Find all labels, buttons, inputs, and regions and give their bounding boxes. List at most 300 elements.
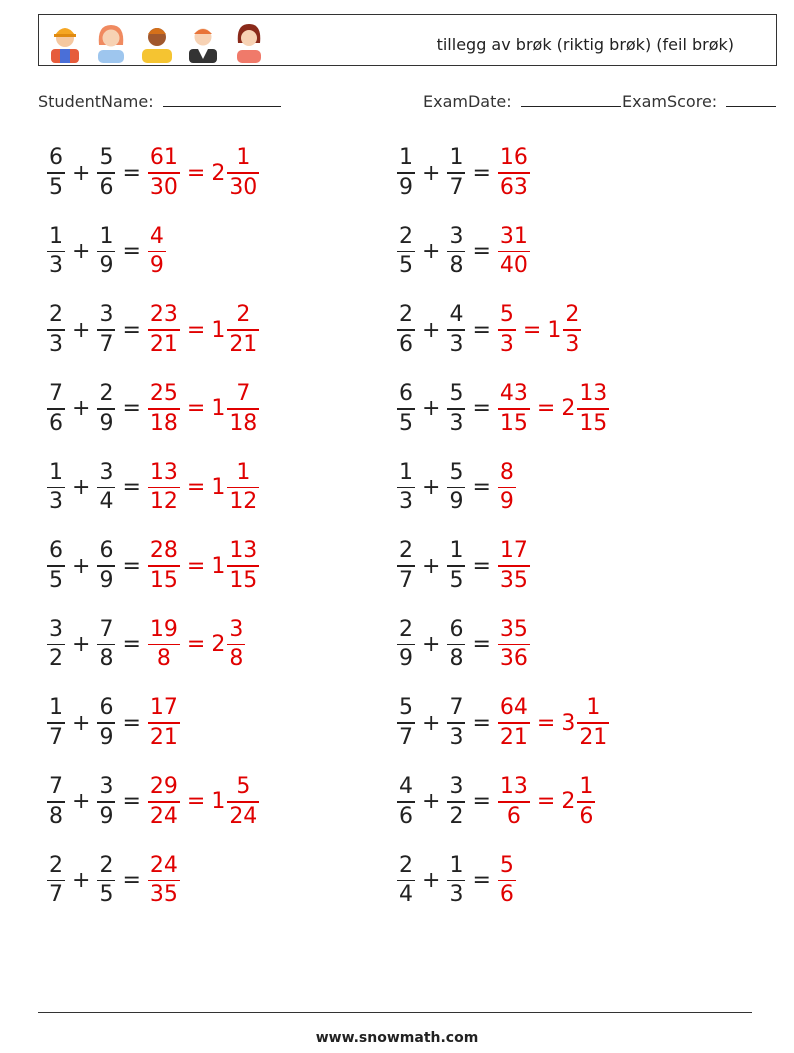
answer	[147, 852, 181, 908]
problem-row	[396, 142, 531, 204]
addend-fraction	[97, 776, 115, 828]
addend-fraction	[47, 383, 65, 435]
addend-fraction	[397, 616, 415, 672]
addend-fraction-denominator: 8	[449, 646, 464, 672]
result-fraction-numerator: 29	[149, 774, 178, 800]
addend-fraction-denominator: 4	[399, 882, 413, 908]
mixed-fraction	[227, 776, 259, 828]
header-box	[38, 14, 777, 66]
result-fraction-numerator: 13	[499, 774, 528, 800]
mixed-fraction	[227, 459, 259, 515]
result-fraction	[148, 147, 180, 199]
addend-fraction-denominator: 3	[49, 331, 63, 357]
mixed-denominator: 3	[565, 331, 580, 357]
equals-sign: =	[122, 160, 141, 186]
plus-sign: +	[72, 160, 91, 186]
addend-fraction	[97, 304, 115, 356]
mixed-whole: 3	[561, 710, 576, 736]
addend-fraction-denominator: 5	[49, 567, 63, 593]
addend-fraction-denominator: 2	[49, 646, 63, 672]
addend-fraction-numerator: 7	[49, 774, 63, 800]
result-fraction-numerator: 35	[499, 616, 528, 642]
result-fraction-numerator: 17	[149, 695, 178, 721]
plus-sign: +	[422, 396, 441, 422]
addend-fraction	[47, 616, 65, 672]
equals-sign: =	[122, 789, 141, 815]
addend-fraction-denominator: 3	[449, 882, 464, 908]
student-name-label: StudentName:	[38, 92, 154, 111]
addend-fraction-denominator: 8	[449, 253, 464, 279]
equals-sign: =	[536, 789, 556, 815]
mixed-numerator: 1	[236, 459, 251, 485]
equals-sign: =	[186, 160, 206, 186]
result-fraction-denominator: 35	[149, 882, 178, 908]
addend-fraction-numerator: 3	[99, 302, 114, 328]
mixed-denominator: 15	[229, 567, 258, 593]
problem-row	[46, 614, 246, 676]
addend-fraction-denominator: 3	[49, 253, 63, 279]
addend-fraction	[447, 852, 465, 908]
result-fraction-denominator: 24	[149, 803, 178, 829]
result-fraction-denominator: 3	[499, 331, 514, 357]
mixed-numerator: 2	[236, 302, 251, 328]
exam-score-blank[interactable]	[726, 92, 776, 107]
footer-site: www.snowmath.com	[315, 1030, 479, 1046]
result-fraction	[148, 383, 180, 435]
mixed-fraction	[227, 304, 259, 356]
addend-fraction-denominator: 7	[49, 724, 63, 750]
equals-sign: =	[472, 632, 491, 658]
result-fraction-numerator: 4	[149, 223, 164, 249]
mixed-whole: 1	[211, 789, 226, 815]
worker-avatar-icon	[45, 19, 85, 63]
answer	[147, 616, 246, 672]
addend-fraction	[97, 540, 115, 592]
mixed-whole: 1	[211, 396, 226, 422]
problem-row	[396, 692, 610, 754]
mixed-fraction	[227, 540, 259, 592]
addend-fraction-numerator: 6	[449, 616, 464, 642]
equals-sign: =	[122, 317, 141, 343]
result-fraction-denominator: 21	[149, 331, 178, 357]
addend-fraction-numerator: 2	[399, 538, 413, 564]
result-fraction-numerator: 8	[499, 459, 514, 485]
result-fraction	[498, 616, 530, 672]
mixed-whole: 1	[547, 317, 562, 343]
mixed-whole: 1	[211, 317, 226, 343]
plus-sign: +	[422, 317, 441, 343]
problem-row	[46, 692, 181, 754]
addend-fraction	[447, 776, 465, 828]
mixed-denominator: 18	[229, 410, 258, 436]
result-fraction	[498, 304, 516, 356]
equals-sign: =	[122, 867, 141, 893]
addend-fraction-denominator: 5	[99, 882, 114, 908]
addend-fraction-denominator: 9	[99, 410, 114, 436]
mixed-whole: 2	[561, 396, 576, 422]
addend-fraction-numerator: 3	[449, 223, 464, 249]
exam-date-label: ExamDate:	[423, 92, 512, 111]
addend-fraction-denominator: 9	[399, 646, 413, 672]
addend-fraction-denominator: 6	[399, 803, 413, 829]
addend-fraction-numerator: 6	[99, 538, 114, 564]
mixed-whole: 1	[211, 474, 226, 500]
addend-fraction	[47, 540, 65, 592]
result-fraction	[498, 540, 530, 592]
equals-sign: =	[122, 474, 141, 500]
addend-fraction-numerator: 5	[449, 381, 464, 407]
mixed-numerator: 3	[229, 616, 244, 642]
problem-row	[396, 849, 517, 911]
mixed-denominator: 21	[579, 724, 608, 750]
mixed-fraction	[227, 383, 259, 435]
addend-fraction	[447, 459, 465, 515]
addend-fraction	[397, 540, 415, 592]
result-fraction-denominator: 21	[149, 724, 178, 750]
addend-fraction-denominator: 9	[99, 253, 114, 279]
mixed-numerator: 2	[565, 302, 580, 328]
result-fraction	[498, 383, 530, 435]
plus-sign: +	[422, 474, 441, 500]
result-fraction-numerator: 24	[149, 852, 178, 878]
equals-sign: =	[472, 710, 491, 736]
equals-sign: =	[186, 553, 206, 579]
answer	[147, 383, 260, 435]
addend-fraction-numerator: 3	[99, 459, 114, 485]
problem-row	[396, 378, 610, 440]
addend-fraction-denominator: 9	[99, 567, 114, 593]
equals-sign: =	[472, 396, 491, 422]
problem-row	[46, 142, 260, 204]
result-fraction	[498, 459, 516, 515]
mixed-numerator: 1	[586, 695, 601, 721]
addend-fraction-numerator: 3	[49, 616, 63, 642]
equals-sign: =	[536, 396, 556, 422]
result-fraction-denominator: 6	[499, 882, 514, 908]
addend-fraction	[47, 223, 65, 279]
answer	[497, 776, 596, 828]
waiter-avatar-icon	[183, 19, 223, 63]
addend-fraction-numerator: 1	[49, 223, 63, 249]
result-fraction	[148, 304, 180, 356]
addend-fraction	[97, 459, 115, 515]
result-fraction	[498, 697, 530, 749]
equals-sign: =	[472, 474, 491, 500]
addend-fraction	[47, 852, 65, 908]
equals-sign: =	[472, 160, 491, 186]
result-fraction	[498, 776, 530, 828]
mixed-denominator: 6	[579, 803, 594, 829]
result-fraction-numerator: 64	[499, 695, 528, 721]
mixed-fraction	[577, 383, 609, 435]
addend-fraction-numerator: 5	[399, 695, 413, 721]
plus-sign: +	[422, 867, 441, 893]
result-fraction-denominator: 40	[499, 253, 528, 279]
exam-date-field	[423, 92, 621, 111]
answer	[147, 147, 260, 199]
result-fraction-denominator: 8	[156, 646, 171, 672]
problem-row	[46, 221, 167, 283]
result-fraction	[498, 147, 530, 199]
mixed-denominator: 12	[229, 489, 258, 515]
addend-fraction-denominator: 3	[449, 410, 464, 436]
result-fraction-numerator: 17	[499, 538, 528, 564]
addend-fraction-numerator: 2	[399, 616, 413, 642]
result-fraction-denominator: 15	[499, 410, 528, 436]
result-fraction-denominator: 6	[506, 803, 521, 829]
problem-row	[46, 378, 260, 440]
mixed-whole: 2	[211, 160, 226, 186]
mixed-numerator: 1	[579, 774, 594, 800]
answer	[147, 697, 181, 749]
answer	[497, 697, 610, 749]
plus-sign: +	[72, 867, 91, 893]
problem-row	[46, 771, 260, 833]
result-fraction-denominator: 15	[149, 567, 178, 593]
answer	[497, 616, 531, 672]
addend-fraction	[47, 697, 65, 749]
addend-fraction	[397, 697, 415, 749]
addend-fraction-numerator: 1	[99, 223, 114, 249]
addend-fraction-denominator: 8	[99, 646, 114, 672]
addend-fraction	[97, 697, 115, 749]
addend-fraction	[397, 459, 415, 515]
addend-fraction-numerator: 4	[399, 774, 413, 800]
plus-sign: +	[422, 632, 441, 658]
mixed-numerator: 1	[236, 145, 251, 171]
addend-fraction-denominator: 6	[49, 410, 63, 436]
equals-sign: =	[186, 632, 206, 658]
problem-row	[46, 299, 260, 361]
problem-row	[396, 221, 531, 283]
equals-sign: =	[122, 553, 141, 579]
problem-row	[396, 299, 582, 361]
addend-fraction	[97, 852, 115, 908]
result-fraction-denominator: 36	[499, 646, 528, 672]
addend-fraction-numerator: 2	[399, 302, 413, 328]
exam-date-blank[interactable]	[521, 92, 621, 107]
addend-fraction	[97, 147, 115, 199]
addend-fraction-numerator: 7	[449, 695, 464, 721]
addend-fraction-denominator: 7	[449, 174, 464, 200]
equals-sign: =	[472, 239, 491, 265]
addend-fraction-numerator: 1	[449, 538, 464, 564]
equals-sign: =	[536, 710, 556, 736]
addend-fraction-denominator: 3	[449, 724, 464, 750]
problem-row	[396, 535, 531, 597]
plus-sign: +	[72, 710, 91, 736]
addend-fraction-denominator: 6	[399, 331, 413, 357]
answer	[497, 383, 610, 435]
result-fraction-denominator: 30	[149, 174, 178, 200]
addend-fraction-numerator: 1	[449, 145, 464, 171]
addend-fraction-numerator: 1	[49, 695, 63, 721]
addend-fraction-denominator: 9	[399, 174, 413, 200]
mixed-numerator: 5	[236, 774, 251, 800]
equals-sign: =	[472, 317, 491, 343]
man-avatar-icon	[137, 19, 177, 63]
result-fraction	[148, 697, 180, 749]
result-fraction-numerator: 61	[149, 145, 178, 171]
addend-fraction-numerator: 3	[99, 774, 114, 800]
mixed-denominator: 15	[579, 410, 608, 436]
mixed-denominator: 30	[229, 174, 258, 200]
addend-fraction-numerator: 5	[99, 145, 114, 171]
addend-fraction-numerator: 4	[449, 302, 464, 328]
addend-fraction	[397, 383, 415, 435]
addend-fraction	[397, 147, 415, 199]
result-fraction	[498, 852, 516, 908]
problem-row	[46, 849, 181, 911]
plus-sign: +	[72, 553, 91, 579]
mixed-denominator: 8	[229, 646, 244, 672]
mixed-numerator: 13	[229, 538, 258, 564]
addend-fraction-numerator: 7	[49, 381, 63, 407]
footer-divider	[38, 1012, 752, 1013]
result-fraction	[148, 852, 180, 908]
addend-fraction-denominator: 5	[399, 410, 413, 436]
addend-fraction	[447, 540, 465, 592]
addend-fraction-denominator: 5	[399, 253, 413, 279]
addend-fraction	[47, 776, 65, 828]
addend-fraction-denominator: 7	[99, 331, 114, 357]
mixed-numerator: 13	[579, 381, 608, 407]
equals-sign: =	[186, 789, 206, 815]
result-fraction-denominator: 9	[499, 489, 514, 515]
equals-sign: =	[472, 789, 491, 815]
addend-fraction-denominator: 3	[449, 331, 464, 357]
problem-row	[396, 614, 531, 676]
student-name-field	[38, 92, 281, 111]
woman-avatar-icon	[91, 19, 131, 63]
addend-fraction	[97, 616, 115, 672]
mixed-numerator: 7	[236, 381, 251, 407]
mixed-whole: 2	[211, 632, 226, 658]
addend-fraction-denominator: 8	[49, 803, 63, 829]
answer	[147, 540, 260, 592]
addend-fraction	[97, 383, 115, 435]
addend-fraction-numerator: 6	[399, 381, 413, 407]
girl-avatar-icon	[229, 19, 269, 63]
addend-fraction-numerator: 1	[449, 852, 464, 878]
addend-fraction	[397, 304, 415, 356]
result-fraction-numerator: 16	[499, 145, 528, 171]
result-fraction-numerator: 25	[149, 381, 178, 407]
addend-fraction	[397, 852, 415, 908]
student-name-blank[interactable]	[163, 92, 281, 107]
plus-sign: +	[422, 239, 441, 265]
addend-fraction	[397, 223, 415, 279]
addend-fraction	[447, 223, 465, 279]
equals-sign: =	[522, 317, 542, 343]
plus-sign: +	[72, 789, 91, 815]
addend-fraction-denominator: 3	[399, 489, 413, 515]
equals-sign: =	[186, 317, 206, 343]
answer	[497, 304, 582, 356]
result-fraction-denominator: 63	[499, 174, 528, 200]
equals-sign: =	[122, 632, 141, 658]
result-fraction	[148, 223, 166, 279]
result-fraction-numerator: 5	[499, 852, 514, 878]
plus-sign: +	[422, 160, 441, 186]
answer	[147, 304, 260, 356]
addend-fraction-denominator: 2	[449, 803, 464, 829]
addend-fraction	[97, 223, 115, 279]
plus-sign: +	[72, 474, 91, 500]
problem-row	[46, 535, 260, 597]
answer	[497, 223, 531, 279]
answer	[147, 223, 167, 279]
equals-sign: =	[122, 396, 141, 422]
equals-sign: =	[186, 474, 206, 500]
equals-sign: =	[472, 867, 491, 893]
result-fraction-denominator: 9	[149, 253, 164, 279]
result-fraction	[148, 776, 180, 828]
problem-row	[396, 771, 596, 833]
addend-fraction	[447, 147, 465, 199]
result-fraction-denominator: 18	[149, 410, 178, 436]
addend-fraction	[447, 304, 465, 356]
addend-fraction-numerator: 3	[449, 774, 464, 800]
result-fraction-denominator: 35	[499, 567, 528, 593]
equals-sign: =	[472, 553, 491, 579]
equals-sign: =	[122, 710, 141, 736]
addend-fraction-numerator: 6	[49, 538, 63, 564]
addend-fraction-numerator: 6	[99, 695, 114, 721]
addend-fraction	[47, 459, 65, 515]
addend-fraction-numerator: 7	[99, 616, 114, 642]
problem-row	[46, 456, 260, 518]
plus-sign: +	[72, 239, 91, 265]
addend-fraction-denominator: 3	[49, 489, 63, 515]
answer	[147, 459, 260, 515]
result-fraction-numerator: 13	[149, 459, 178, 485]
result-fraction-numerator: 5	[499, 302, 514, 328]
result-fraction-numerator: 43	[499, 381, 528, 407]
addend-fraction-denominator: 7	[49, 882, 63, 908]
mixed-fraction	[563, 304, 581, 356]
plus-sign: +	[72, 632, 91, 658]
result-fraction	[498, 223, 530, 279]
answer	[497, 147, 531, 199]
mixed-denominator: 24	[229, 803, 258, 829]
addend-fraction-numerator: 2	[49, 852, 63, 878]
addend-fraction-denominator: 7	[399, 567, 413, 593]
exam-score-label: ExamScore:	[622, 92, 718, 111]
result-fraction	[148, 459, 180, 515]
equals-sign: =	[122, 239, 141, 265]
mixed-fraction	[577, 697, 609, 749]
result-fraction-numerator: 19	[149, 616, 178, 642]
answer	[497, 540, 531, 592]
addend-fraction-denominator: 5	[49, 174, 63, 200]
result-fraction-numerator: 28	[149, 538, 178, 564]
plus-sign: +	[422, 789, 441, 815]
mixed-fraction	[227, 147, 259, 199]
answer	[497, 459, 517, 515]
mixed-whole: 1	[211, 553, 226, 579]
addend-fraction-numerator: 2	[49, 302, 63, 328]
addend-fraction-numerator: 2	[99, 381, 114, 407]
addend-fraction	[447, 383, 465, 435]
addend-fraction	[47, 147, 65, 199]
plus-sign: +	[422, 710, 441, 736]
equals-sign: =	[186, 396, 206, 422]
result-fraction	[148, 540, 180, 592]
mixed-fraction	[577, 776, 595, 828]
addend-fraction-numerator: 1	[399, 459, 413, 485]
addend-fraction	[447, 616, 465, 672]
